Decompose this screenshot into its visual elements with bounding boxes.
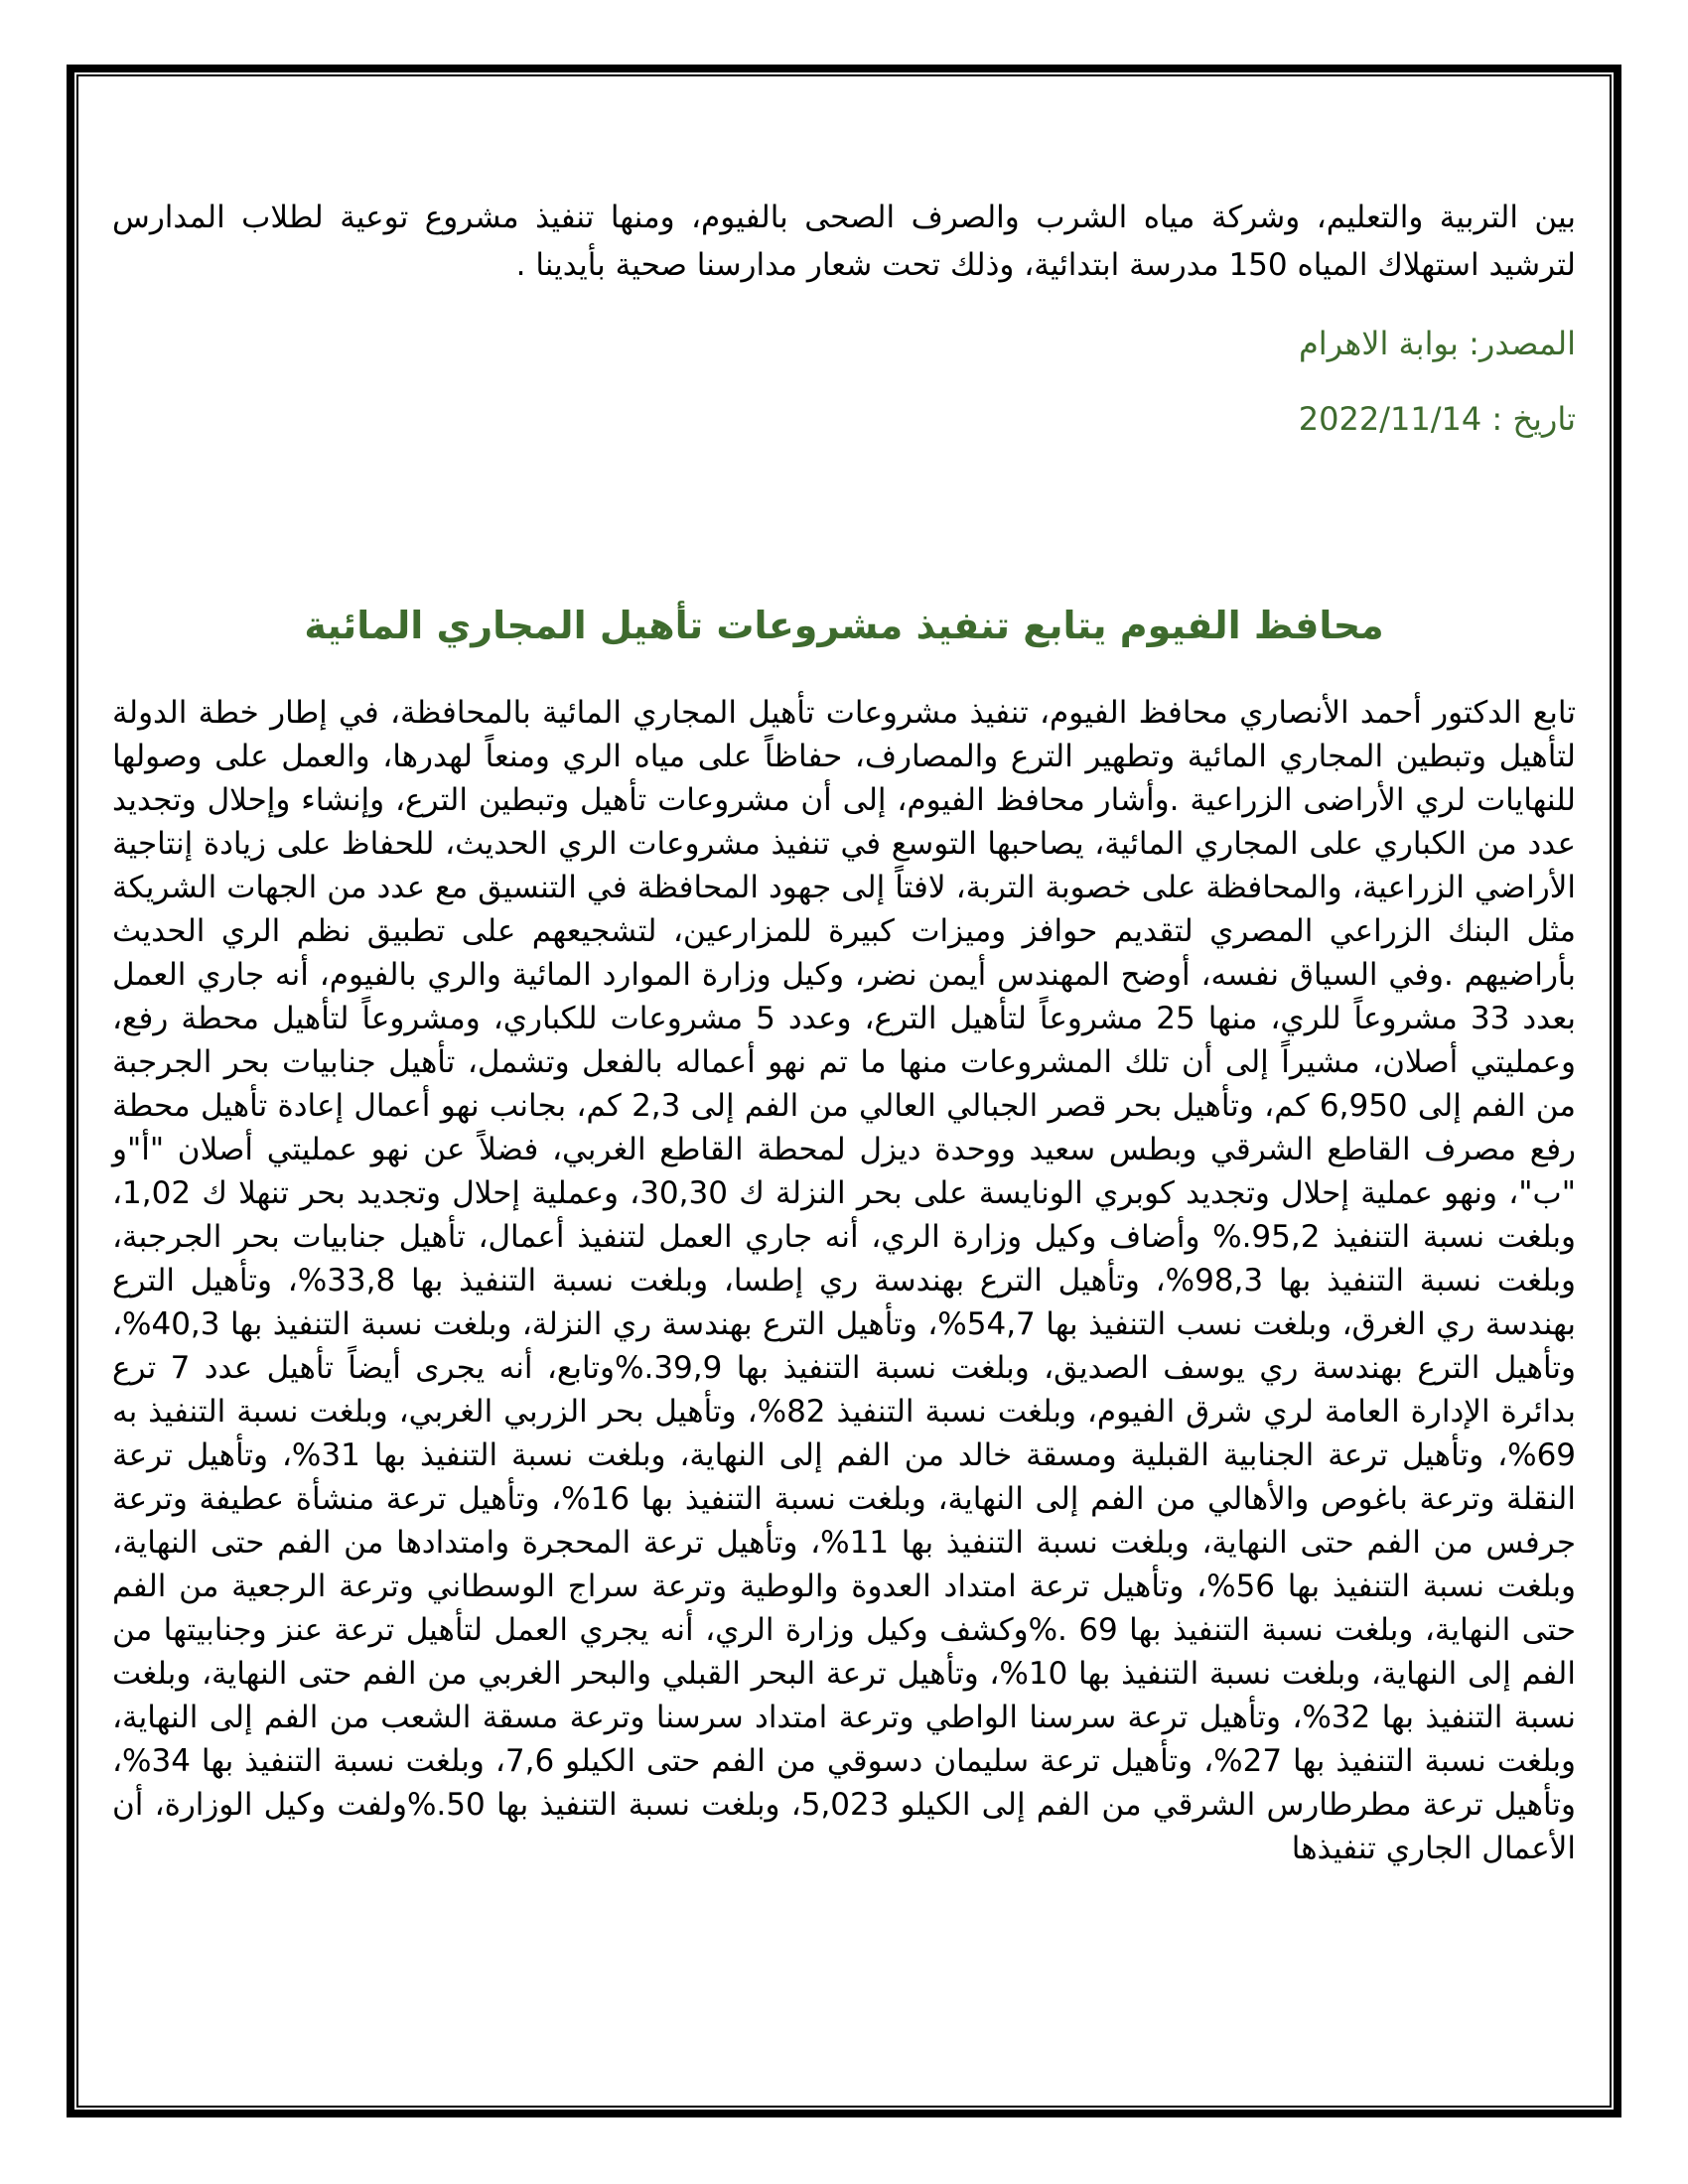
page-content xyxy=(78,76,1610,2106)
intro-paragraph: بين التربية والتعليم، وشركة مياه الشرب والصرف الصحى بالفيوم، ومنها تنفيذ مشروع توعية لطلاب المدارس لترشيد استهلاك المياه 150 مدرسة ابتدائية، وذلك تحت شعار مدارسنا صحية بأيدينا . xyxy=(112,200,1576,283)
source-line: المصدر: بوابة الاهرام xyxy=(1298,325,1576,362)
page-border-inner xyxy=(76,74,1612,2108)
article-body: تابع الدكتور أحمد الأنصاري محافظ الفيوم، تنفيذ مشروعات تأهيل المجاري المائية بالمحافظة، في إطار خطة الدولة لتأهيل وتبطين المجاري المائية وتطهير الترع والمصارف، حفاظاً على مياه الري ومنعاً لهدرها، والعمل على وصولها للنهايات لري الأراضى الزراعية .وأشار محافظ الفيوم، إلى أن مشروعات تأهيل وتبطين الترع، وإنشاء وإحلال وتجديد عدد من الكباري على المجاري المائية، يصاحبها التوسع في تنفيذ مشروعات الري الحديث، للحفاظ على زيادة إنتاجية الأراضي الزراعية، والمحافظة على خصوبة التربة، لافتاً إلى جهود المحافظة في التنسيق مع عدد من الجهات الشريكة مثل البنك الزراعي المصري لتقديم حوافز وميزات كبيرة للمزارعين، لتشجيعهم على تطبيق نظم الري الحديث بأراضيهم .وفي السياق نفسه، أوضح المهندس أيمن نضر، وكيل وزارة الموارد المائية والري بالفيوم، أنه جاري العمل بعدد 33 مشروعاً للري، منها 25 مشروعاً لتأهيل الترع، وعدد 5 مشروعات للكباري، ومشروعاً لتأهيل محطة رفع، وعمليتي أصلان، مشيراً إلى أن تلك المشروعات منها ما تم نهو أعماله بالفعل وتشمل، تأهيل جنابيات بحر الجرجبة من الفم إلى 6,950 كم، وتأهيل بحر قصر الجبالي العالي من الفم إلى 2,3 كم، بجانب نهو أعمال إعادة تأهيل محطة رفع مصرف القاطع الشرقي وبطس سعيد ووحدة ديزل لمحطة القاطع الغربي، فضلاً عن نهو عمليتي أصلان "أ"و "ب"، ونهو عملية إحلال وتجديد كوبري الونايسة على بحر النزلة ك 30,30، وعملية إحلال وتجديد بحر تنهلا ك 1,02، وبلغت نسبة التنفيذ 95,2.% وأضاف وكيل وزارة الري، أنه جاري العمل لتنفيذ أعمال، تأهيل جنابيات بحر الجرجبة، وبلغت نسبة التنفيذ بها 98,3%، وتأهيل الترع بهندسة ري إطسا، وبلغت نسبة التنفيذ بها 33,8%، وتأهيل الترع بهندسة ري الغرق، وبلغت نسب التنفيذ بها 54,7%، وتأهيل الترع بهندسة ري النزلة، وبلغت نسبة التنفيذ بها 40,3%، وتأهيل الترع بهندسة ري يوسف الصديق، وبلغت نسبة التنفيذ بها 39,9.%وتابع، أنه يجرى أيضاً تأهيل عدد 7 ترع بدائرة الإدارة العامة لري شرق الفيوم، وبلغت نسبة التنفيذ 82%، وتأهيل بحر الزربي الغربي، وبلغت نسبة التنفيذ به 69%، وتأهيل ترعة الجنابية القبلية ومسقة خالد من الفم إلى النهاية، وبلغت نسبة التنفيذ بها 31%، وتأهيل ترعة النقلة وترعة باغوص والأهالي من الفم إلى النهاية، وبلغت نسبة التنفيذ بها 16%، وتأهيل ترعة منشأة عطيفة وترعة جرفس من الفم حتى النهاية، وبلغت نسبة التنفيذ بها 11%، وتأهيل ترعة المحجرة وامتدادها من الفم حتى النهاية، وبلغت نسبة التنفيذ بها 56%، وتأهيل ترعة امتداد العدوة والوطية وترعة سراج الوسطاني وترعة الرجعية من الفم حتى النهاية، وبلغت نسبة التنفيذ بها 69 .%وكشف وكيل وزارة الري، أنه يجري العمل لتأهيل ترعة عنز وجنابيتها من الفم إلى النهاية، وبلغت نسبة التنفيذ بها 10%، وتأهيل ترعة البحر القبلي والبحر الغربي من الفم حتى النهاية، وبلغت نسبة التنفيذ بها 32%، وتأهيل ترعة سرسنا الواطي وترعة امتداد سرسنا وترعة مسقة الشعب من الفم إلى النهاية، وبلغت نسبة التنفيذ بها 27%، وتأهيل ترعة سليمان دسوقي من الفم حتى الكيلو 7,6، وبلغت نسبة التنفيذ بها 34%، وتأهيل ترعة مطرطارس الشرقي من الفم إلى الكيلو 5,023، وبلغت نسبة التنفيذ بها 50.%ولفت وكيل الوزارة، أن الأعمال الجاري تنفيذها xyxy=(112,695,1577,1866)
date-line: تاريخ : 2022/11/14 xyxy=(1298,400,1576,438)
article-title: محافظ الفيوم يتابع تنفيذ مشروعات تأهيل المجاري المائية xyxy=(304,604,1384,647)
page-border-outer xyxy=(67,65,1621,2117)
